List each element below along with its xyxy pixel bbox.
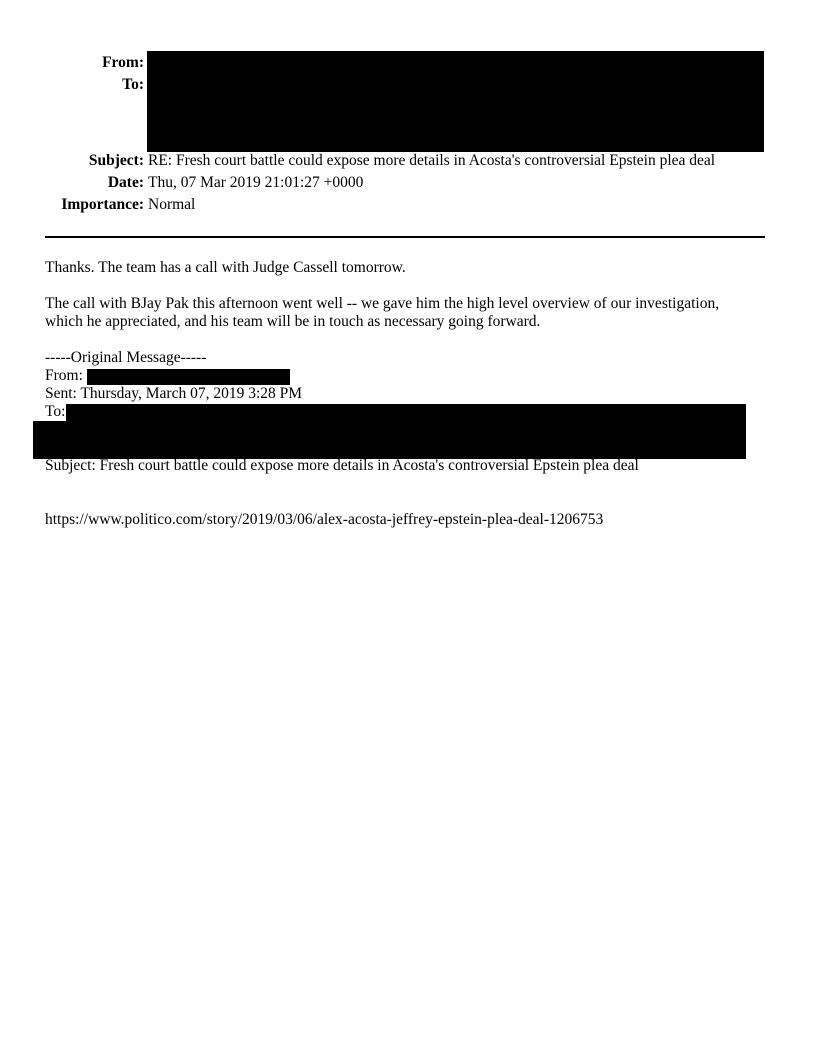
original-subject: Subject: Fresh court battle could expose more details in Acosta's controversial Epstein plea deal xyxy=(45,457,639,474)
importance-label: Importance: xyxy=(61,196,144,213)
subject-label: Subject: xyxy=(88,152,144,169)
body-line-2: The call with BJay Pak this afternoon went well -- we gave him the high level overview of our investigation, xyxy=(45,295,720,312)
importance-value: Normal xyxy=(148,196,196,213)
redaction-original-to xyxy=(66,404,746,421)
from-label: From: xyxy=(102,54,144,71)
date-value: Thu, 07 Mar 2019 21:01:27 +0000 xyxy=(148,174,364,191)
original-from-label: From: xyxy=(45,367,83,384)
article-link[interactable]: https://www.politico.com/story/2019/03/06/alex-acosta-jeffrey-epstein-plea-deal-1206753 xyxy=(45,511,604,528)
date-label: Date: xyxy=(107,174,144,191)
redaction-original-from xyxy=(87,369,290,385)
original-message-separator: -----Original Message----- xyxy=(45,349,207,366)
redaction-original-cc xyxy=(33,421,746,459)
original-to-label: To: xyxy=(45,403,66,420)
header-divider xyxy=(45,236,765,238)
subject-value: RE: Fresh court battle could expose more details in Acosta's controversial Epstein plea deal xyxy=(148,152,716,169)
body-line-1: Thanks. The team has a call with Judge Cassell tomorrow. xyxy=(45,259,406,276)
body-line-3: which he appreciated, and his team will be in touch as necessary going forward. xyxy=(45,313,541,330)
original-sent: Sent: Thursday, March 07, 2019 3:28 PM xyxy=(45,385,303,402)
to-label: To: xyxy=(122,76,144,93)
redaction-from-to xyxy=(147,51,764,152)
